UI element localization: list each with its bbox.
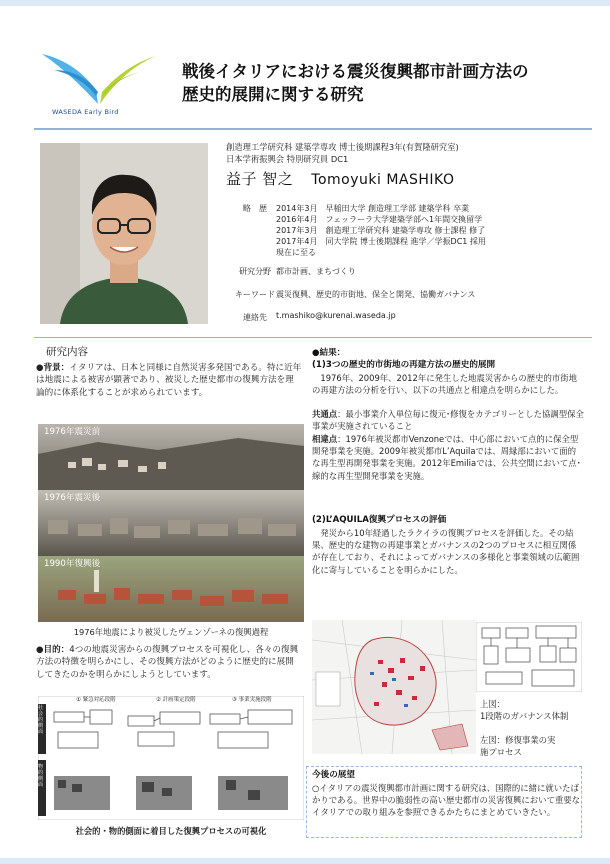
logo-text: WASEDA Early Bird [52, 108, 119, 116]
common-head: 共通点 [312, 409, 338, 419]
keywords-label: キーワード [235, 290, 275, 299]
top-border [0, 0, 610, 6]
prospects-text: ○イタリアの震災復興都市計画に関する研究は、国際的に緒に就いたばかりである。世界中の脆弱性の高い歴史都市の災害復興において重要なイタリアでの取り組みを参照できるかたちにまとめていきたい。 [312, 783, 580, 818]
affiliation [226, 141, 459, 165]
map-caption-left-1: 左図：修復事業の実 [480, 735, 556, 745]
diagram-header-2: ② 計画策定段階 [156, 697, 196, 703]
field-label: 研究分野 [239, 267, 271, 276]
results-paragraph-2: 発災から10年経過したラクイラの復興プロセスを評価した。その結果、歴史的な建物の再建事業とガバナンスの2つのプロセスに相互関係が存在しており、それによってガバナンスの多様化と事業領域の広範囲化に寄与していることを明らかにした。 [312, 528, 580, 575]
title-line-1: 戦後イタリアにおける震災復興都市計画方法の [182, 62, 529, 81]
photo-caption: 1976年地震により被災したヴェンゾーネの復興過程 [73, 627, 269, 637]
map-caption-top-2: 1段階のガバナンス体制 [480, 711, 569, 721]
purpose-paragraph [36, 644, 302, 681]
diagram-side-physical: 物的側面 [38, 764, 44, 788]
diff-head: 相違点 [312, 434, 338, 444]
governance-diagram [476, 622, 582, 692]
background-paragraph [36, 362, 302, 399]
title-line-2: 歴史的展開に関する研究 [182, 85, 364, 104]
name-japanese: 益子 智之 [226, 170, 294, 188]
background-head: ●背景： [36, 363, 70, 373]
map-caption-top-1: 上図： [480, 699, 506, 709]
section-title: 研究内容 [46, 346, 88, 358]
process-diagram [38, 696, 304, 820]
map-caption-left-2: 施プロセス [480, 747, 522, 757]
bottom-border [0, 858, 610, 864]
diff-text: ：1976年被災都市Venzoneでは、中心部において点的に保全型開発事業を実施。2009年被災都市L’Aquilaでは、周縁部において面的な再生型再開発事業を実施。2012年Emiliaでは、公共空間において点･線的な再生型開発事業を実施。 [312, 434, 581, 481]
results-sub-2: (2)L’AQUILA復興プロセスの評価 [312, 515, 447, 525]
keywords-value: 震災復興、歴史的市街地、保全と開発、協働ガバナンス [276, 290, 476, 299]
contact-email[interactable]: t.mashiko@kurenai.waseda.jp [276, 311, 396, 320]
photo-label-1990-after: 1990年復興後 [44, 559, 101, 569]
diagram-header-1: ① 緊急対応段階 [76, 697, 116, 703]
history-value: 2014年3月 早稲田大学 創造理工学部 建築学科 卒業 2016年4月 フェッラーラ大学建築学部へ1年間交換留学 2017年3月 創造理工学研究科 建築学専攻 修士課程 修了 2017年4月 同大学院 博士後期課程 進学／学振DC1 採用 現在に至る [276, 204, 486, 257]
map-caption-left [480, 734, 584, 758]
results-paragraph-1: 1976年、2009年、2012年に発生した地震災害からの歴史的市街地の再建方法の分析を行い、以下の共通点と相違点を明らかにした。 [312, 373, 577, 396]
section-divider [34, 337, 592, 338]
name-english: Tomoyuki MASHIKO [311, 172, 455, 188]
prospects-head: 今後の展望 [312, 770, 355, 780]
contact-label: 連絡先 [243, 313, 267, 322]
common-text: ：最小事業介入単位毎に復元･修復をカテゴリーとした協調型保全事業が実施されていること [312, 409, 584, 432]
diagram-side-social: 社会的側面 [38, 705, 44, 735]
page-title [182, 60, 592, 106]
results-common [312, 408, 584, 432]
results-head: ●結果： [312, 348, 346, 358]
header-divider [34, 128, 592, 130]
results-differences [312, 433, 584, 482]
diagram-caption: 社会的・物的側面に着目した復興プロセスの可視化 [75, 826, 267, 836]
map-caption-top [480, 698, 584, 722]
venzone-photos [38, 424, 304, 622]
purpose-text: 4つの地震災害からの復興プロセスを可視化し、各々の復興方法の特徴を明らかにし、その復興方法がどのように歴史的に展開してきたのかを明らかにしようとしています。 [36, 645, 299, 680]
author-name [226, 168, 454, 189]
results-sub-1: (1)3つの歴史的市街地の再建方法の歴史的展開 [312, 360, 496, 370]
history-label: 略 歴 [243, 204, 267, 213]
field-value: 都市計画、まちづくり [276, 267, 356, 276]
portrait-photo [40, 143, 208, 324]
background-text: イタリアは、日本と同様に自然災害多発国である。特に近年は地震による被害が顕著であり、被災した歴史都市の復興方法を理論的に体系化することが求められています。 [36, 363, 302, 398]
diagram-header-3: ③ 事業実施段階 [232, 697, 272, 703]
photo-label-1976-before: 1976年震災前 [44, 427, 101, 437]
laquila-map [312, 620, 476, 754]
affiliation-line-2: 日本学術振興会 特別研究員 DC1 [226, 154, 349, 164]
affiliation-line-1: 創造理工学研究科 建築学専攻 博士後期課程3年(有賀隆研究室) [226, 142, 459, 152]
purpose-head: ●目的： [36, 645, 70, 655]
photo-label-1976-after: 1976年震災後 [44, 493, 101, 503]
